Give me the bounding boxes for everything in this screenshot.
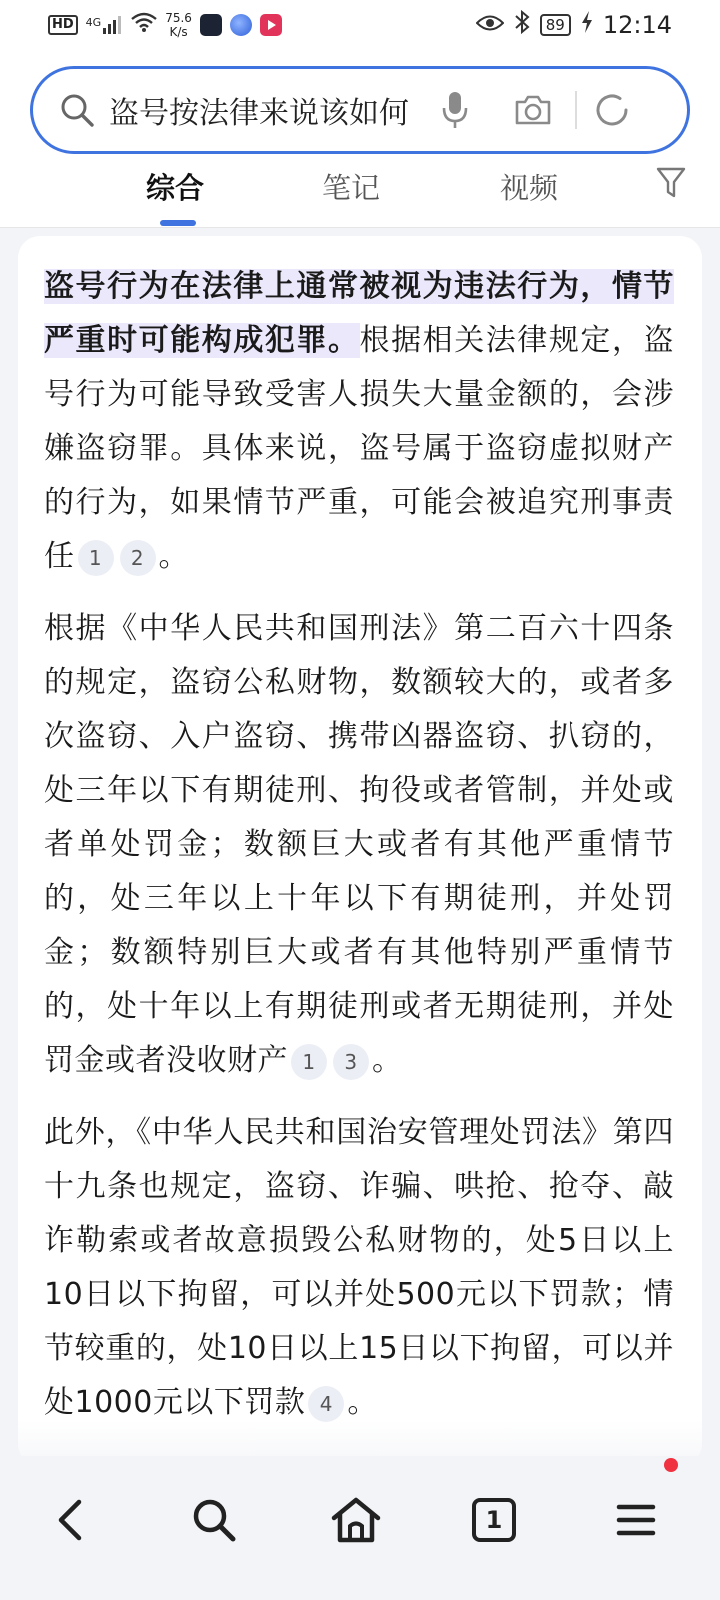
filter-icon[interactable]: [656, 166, 686, 204]
search-input[interactable]: 盗号按法律来说该如何: [109, 96, 409, 131]
signal-icon: [86, 16, 124, 34]
clock: 12:14: [602, 11, 672, 39]
video-app-icon: [260, 14, 282, 36]
bluetooth-icon: [514, 10, 530, 40]
answer-paragraph-1: [44, 260, 674, 584]
net-speed-value: 75.6: [165, 11, 192, 25]
search-button[interactable]: [184, 1490, 244, 1550]
header-divider: [0, 227, 720, 228]
hd-badge: HD: [48, 15, 78, 35]
bottom-navigation: [0, 1456, 720, 1600]
camera-icon[interactable]: [513, 93, 553, 127]
app-notification-icon: [200, 14, 222, 36]
tab-videos[interactable]: 视频: [500, 171, 559, 205]
answer-paragraph-2: [44, 602, 674, 1088]
tab-comprehensive[interactable]: 综合: [146, 171, 205, 205]
back-button[interactable]: [40, 1490, 100, 1550]
signal-label: 4G: [85, 16, 102, 29]
chevron-left-icon: [55, 1498, 85, 1542]
answer-paragraph-2-text: 根据《中华人民共和国刑法》第二百六十四条的规定，盗窃公私财物，数额较大的，或者多次盗窃、入户盗窃、携带凶器盗窃、扒窃的，处三年以下有期徒刑、拘役或者管制，并处或者单处罚金；数额巨大或者有其他严重情节的，处三年以上十年以下有期徒刑，并处罚金；数额特别巨大或者有其他特别严重情节的，处十年以上有期徒刑或者无期徒刑，并处罚金或者没收财产: [44, 611, 674, 1078]
status-bar: [0, 0, 720, 50]
charging-icon: [581, 11, 593, 39]
microphone-icon[interactable]: [441, 90, 469, 130]
browser-notification-icon: [230, 14, 252, 36]
tab-count: 1: [485, 1506, 503, 1534]
paragraph-end: 。: [347, 1385, 378, 1420]
citation-badge[interactable]: 4: [308, 1386, 344, 1422]
home-button[interactable]: [326, 1490, 386, 1550]
answer-paragraph-3-text: 此外，《中华人民共和国治安管理处罚法》第四十九条也规定，盗窃、诈骗、哄抢、抢夺、敲诈勒索或者故意损毁公私财物的，处5日以上10日以下拘留，可以并处500元以下罚款；情节较重的，处10日以上15日以下拘留，可以并处1000元以下罚款: [44, 1115, 674, 1420]
tabs-count-icon: [472, 1498, 516, 1542]
result-tabs: [0, 160, 720, 228]
search-bar[interactable]: [30, 66, 690, 154]
active-tab-indicator: [160, 220, 196, 226]
paragraph-end: 。: [158, 539, 189, 574]
search-divider: [575, 91, 577, 129]
tab-notes[interactable]: 笔记: [322, 171, 381, 205]
home-icon: [330, 1496, 382, 1544]
answer-card: [18, 236, 702, 1466]
citation-badge[interactable]: 3: [333, 1044, 369, 1080]
battery-indicator: 89: [540, 14, 571, 36]
search-header: [0, 50, 720, 228]
wifi-icon: [131, 12, 157, 38]
tabs-button[interactable]: [464, 1490, 524, 1550]
net-speed: [165, 11, 192, 39]
menu-button[interactable]: [606, 1490, 666, 1550]
citation-badge[interactable]: 1: [291, 1044, 327, 1080]
answer-paragraph-1-text: 根据相关法律规定，盗号行为可能导致受害人损失大量金额的，会涉嫌盗窃罪。具体来说，盗号属于盗窃虚拟财产的行为，如果情节严重，可能会被追究刑事责任: [44, 323, 675, 574]
eye-icon: [476, 13, 504, 38]
answer-paragraph-3: [44, 1106, 674, 1430]
search-icon: [191, 1497, 237, 1543]
net-speed-unit: K/s: [169, 25, 188, 39]
search-icon: [59, 92, 95, 128]
paragraph-end: 。: [372, 1043, 403, 1078]
citation-badge[interactable]: 1: [78, 540, 114, 576]
citation-badge[interactable]: 2: [120, 540, 156, 576]
refresh-icon[interactable]: [593, 91, 631, 129]
hamburger-menu-icon: [616, 1502, 656, 1538]
notification-dot: [664, 1458, 678, 1472]
answer-summary-highlight: 盗号行为在法律上通常被视为违法行为，情节严重时可能构成犯罪。: [44, 269, 674, 358]
